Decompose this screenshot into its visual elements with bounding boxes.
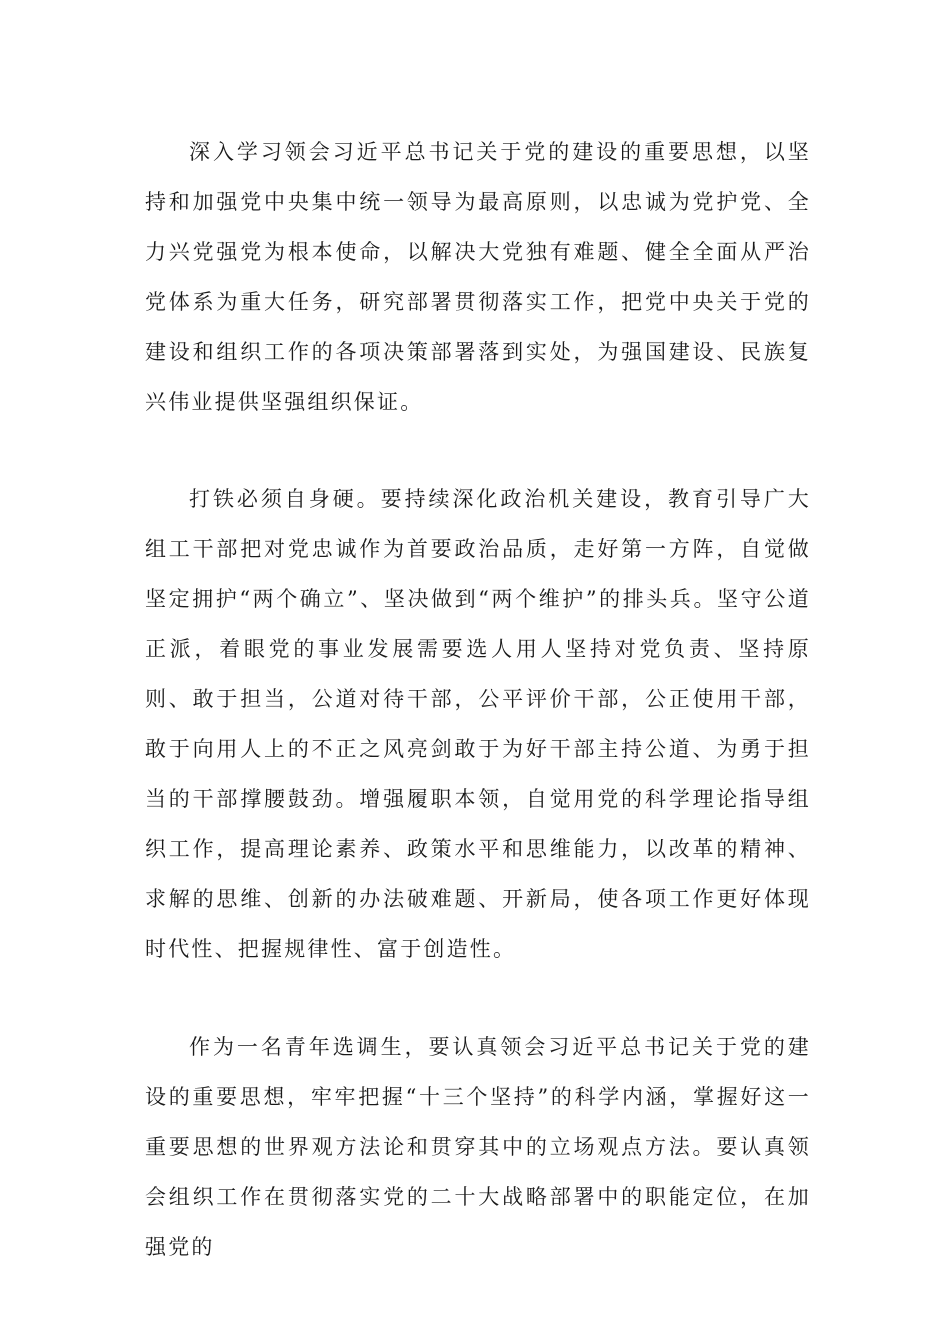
body-paragraph-2: 打铁必须自身硬。要持续深化政治机关建设，教育引导广大组工干部把对党忠诚作为首要政治品质，走好第一方阵，自觉做坚定拥护“两个确立”、坚决做到“两个维护”的排头兵。坚守公道正派，着眼党的事业发展需要选人用人坚持对党负责、坚持原则、敢于担当，公道对待干部，公平评价干部，公正使用干部，敢于向用人上的不正之风亮剑敢于为好干部主持公道、为勇于担当的干部撑腰鼓劲。增强履职本领，自觉用党的科学理论指导组织工作，提高理论素养、政策水平和思维能力，以改革的精神、求解的思维、创新的办法破难题、开新局，使各项工作更好体现时代性、把握规律性、富于创造性。 <box>145 487 811 961</box>
body-paragraph-1: 深入学习领会习近平总书记关于党的建设的重要思想，以坚持和加强党中央集中统一领导为最高原则，以忠诚为党护党、全力兴党强党为根本使命，以解决大党独有难题、健全全面从严治党体系为重大任务，研究部署贯彻落实工作，把党中央关于党的建设和组织工作的各项决策部署落到实处，为强国建设、民族复兴伟业提供坚强组织保证。 <box>145 140 811 414</box>
body-paragraph-3: 作为一名青年选调生，要认真领会习近平总书记关于党的建设的重要思想，牢牢把握“十三个坚持”的科学内涵，掌握好这一重要思想的世界观方法论和贯穿其中的立场观点方法。要认真领会组织工作在贯彻落实党的二十大战略部署中的职能定位，在加强党的 <box>145 1035 811 1259</box>
